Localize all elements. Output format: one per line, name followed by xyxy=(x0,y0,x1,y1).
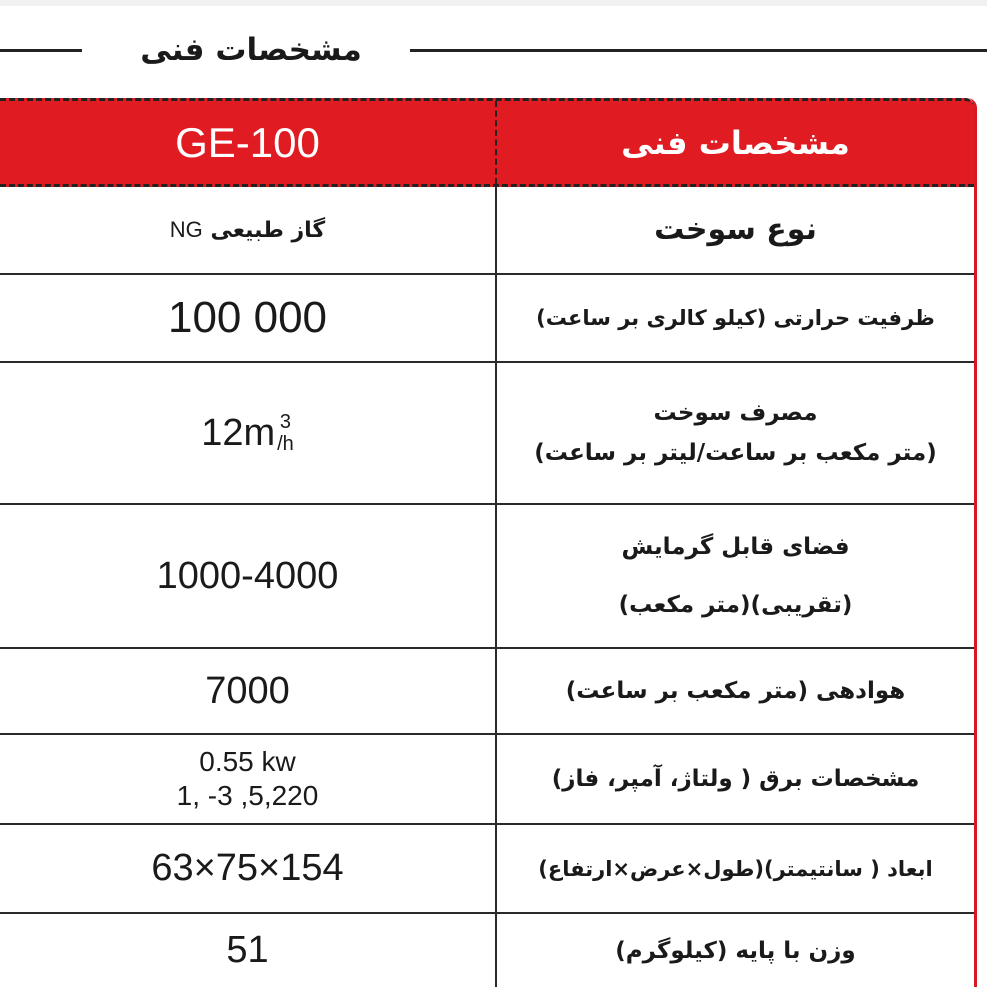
heating-area-label-line2: (تقریبی)(متر مکعب) xyxy=(618,592,853,618)
table-row-heating-area xyxy=(0,505,974,649)
table-row-electrical xyxy=(0,735,974,825)
fuel-consumption-label-line2: (متر مکعب بر ساعت/لیتر بر ساعت) xyxy=(534,440,937,466)
weight-label: وزن با پایه (کیلوگرم) xyxy=(615,937,856,964)
table-header-row xyxy=(0,98,974,187)
heat-capacity-label: ظرفیت حرارتی (کیلو کالری بر ساعت) xyxy=(536,306,935,330)
fuel-consumption-label xyxy=(497,363,974,503)
table-row-weight xyxy=(0,914,974,987)
fuel-type-text: گاز طبیعی xyxy=(210,218,326,243)
fuel-consumption-label-line1: مصرف سوخت xyxy=(653,400,818,426)
airflow-value: 7000 xyxy=(0,649,497,733)
weight-value: 51 xyxy=(0,914,497,987)
electrical-label: مشخصات برق ( ولتاژ، آمپر، فاز) xyxy=(551,766,920,792)
fuel-type-value xyxy=(0,187,497,273)
heading-rule-left xyxy=(0,49,82,52)
page-heading xyxy=(0,22,987,78)
electrical-spec: 1, -3 ,5,220 xyxy=(176,780,319,811)
table-row-fuel-consumption xyxy=(0,363,974,505)
unit-superscript: 3 xyxy=(279,411,292,433)
fuel-type-code: NG xyxy=(169,217,203,242)
header-label: مشخصات فنی xyxy=(621,123,850,162)
heating-area-value: 1000-4000 xyxy=(0,505,497,647)
table-row-fuel-type xyxy=(0,187,974,275)
airflow-label: هوادهی (متر مکعب بر ساعت) xyxy=(565,678,906,704)
model-name: GE-100 xyxy=(0,101,497,184)
electrical-value xyxy=(0,735,497,823)
unit-subscript: /h xyxy=(277,433,294,455)
fuel-consumption-number: 12m xyxy=(201,412,276,454)
top-strip xyxy=(0,0,987,6)
page-title: مشخصات فنی xyxy=(140,32,362,68)
spec-table xyxy=(0,98,977,987)
fuel-type-label: نوع سوخت xyxy=(654,212,817,247)
heating-area-label-line1: فضای قابل گرمایش xyxy=(621,534,850,560)
table-row-airflow xyxy=(0,649,974,735)
heading-rule-right xyxy=(410,49,987,52)
table-row-heat-capacity xyxy=(0,275,974,363)
heat-capacity-value: 100 000 xyxy=(0,275,497,361)
dimensions-label: ابعاد ( سانتیمتر)(طول×عرض×ارتفاع) xyxy=(538,856,933,881)
fuel-consumption-value xyxy=(0,363,497,503)
dimensions-value: 63×75×154 xyxy=(0,825,497,912)
electrical-power: 0.55 kw xyxy=(199,746,296,777)
heating-area-label xyxy=(497,505,974,647)
table-row-dimensions xyxy=(0,825,974,914)
